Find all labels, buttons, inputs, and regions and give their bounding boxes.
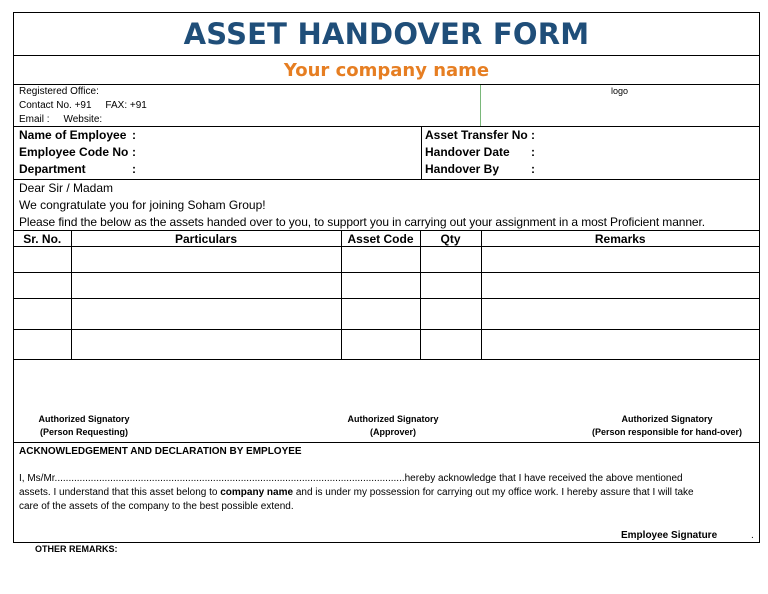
- other-remarks: OTHER REMARKS:: [35, 544, 118, 554]
- cell-remarks[interactable]: [481, 299, 759, 330]
- title-row: [14, 13, 759, 56]
- cell-particulars[interactable]: [71, 330, 341, 360]
- employee-name-colon: :: [132, 128, 136, 142]
- table-row: [14, 299, 759, 330]
- acknowledgement-section: [14, 443, 759, 543]
- cell-particulars[interactable]: [71, 299, 341, 330]
- cell-sr-no[interactable]: [14, 247, 71, 273]
- acknowledgement-line-1[interactable]: I, Ms/Mr..............................................................................................................................hereby acknowledge that I have received the above mentioned: [19, 473, 683, 484]
- cell-qty[interactable]: [420, 299, 481, 330]
- employee-name-label: Name of Employee: [19, 128, 127, 142]
- cell-remarks[interactable]: [481, 247, 759, 273]
- greeting: Dear Sir / Madam: [19, 181, 114, 195]
- handover-date-label: Handover Date: [425, 145, 510, 159]
- employee-code-colon: :: [132, 145, 136, 159]
- signatory-requesting[interactable]: [24, 413, 144, 439]
- cell-qty[interactable]: [420, 330, 481, 360]
- signatory-role: (Approver): [369, 427, 416, 437]
- company-name[interactable]: Your company name: [283, 59, 490, 81]
- employee-code-label: Employee Code No: [19, 145, 129, 159]
- cell-asset-code[interactable]: [341, 247, 420, 273]
- form-title: ASSET HANDOVER FORM: [183, 17, 590, 51]
- ack-line2-post: and is under my possession for carrying out my office work. I hereby assure that I will take: [293, 487, 694, 498]
- header-asset-code: Asset Code: [341, 231, 420, 247]
- ack-line2-pre: assets. I understand that this asset belong to: [19, 487, 221, 498]
- company-row: [14, 56, 759, 85]
- acknowledgement-heading: ACKNOWLEDGEMENT AND DECLARATION BY EMPLOYEE: [19, 446, 302, 457]
- signatory-role: (Person Requesting): [39, 427, 128, 437]
- logo-placeholder: logo: [611, 86, 629, 96]
- header-particulars: Particulars: [71, 231, 341, 247]
- registered-office: Registered Office:: [19, 86, 99, 97]
- intro-body: Please find the below as the assets handed over to you, to support you in carrying out your assignment in a most Proficient manner.: [19, 215, 705, 229]
- assets-table: [14, 231, 759, 360]
- signatory-title: Authorized Signatory: [621, 414, 713, 424]
- asset-transfer-colon: :: [531, 128, 535, 142]
- cell-sr-no[interactable]: [14, 273, 71, 299]
- signatory-title: Authorized Signatory: [347, 414, 439, 424]
- employee-details: [14, 127, 759, 180]
- office-divider: [480, 85, 481, 126]
- table-row: [14, 247, 759, 273]
- table-header-row: [14, 231, 759, 247]
- cell-qty[interactable]: [420, 273, 481, 299]
- congratulation: We congratulate you for joining Soham Group!: [19, 198, 266, 212]
- signatures-section: [14, 361, 759, 443]
- employee-divider: [421, 127, 422, 179]
- form-frame: [13, 12, 760, 543]
- email-website[interactable]: Email : Website:: [19, 114, 103, 125]
- department-colon: :: [132, 162, 136, 176]
- department-label: Department: [19, 162, 86, 176]
- acknowledgement-line-2: [19, 486, 694, 500]
- employee-signature[interactable]: Employee Signature: [621, 530, 718, 541]
- header-remarks: Remarks: [481, 231, 759, 247]
- cell-particulars[interactable]: [71, 247, 341, 273]
- acknowledgement-line-3: care of the assets of the company to the best possible extend.: [19, 501, 294, 512]
- cell-remarks[interactable]: [481, 273, 759, 299]
- intro-text: [14, 180, 759, 231]
- contact-fax[interactable]: Contact No. +91 FAX: +91: [19, 100, 147, 111]
- table-row: [14, 330, 759, 360]
- cell-remarks[interactable]: [481, 330, 759, 360]
- cell-sr-no[interactable]: [14, 330, 71, 360]
- handover-by-label: Handover By: [425, 162, 500, 176]
- table-row: [14, 273, 759, 299]
- signature-dot: .: [751, 530, 754, 541]
- cell-asset-code[interactable]: [341, 330, 420, 360]
- office-info: [14, 85, 759, 127]
- signatory-title: Authorized Signatory: [38, 414, 130, 424]
- handover-date-colon: :: [531, 145, 535, 159]
- cell-particulars[interactable]: [71, 273, 341, 299]
- header-qty: Qty: [420, 231, 481, 247]
- cell-qty[interactable]: [420, 247, 481, 273]
- signatory-role: (Person responsible for hand-over): [591, 427, 743, 437]
- cell-asset-code[interactable]: [341, 299, 420, 330]
- cell-asset-code[interactable]: [341, 273, 420, 299]
- cell-sr-no[interactable]: [14, 299, 71, 330]
- header-sr-no: Sr. No.: [14, 231, 71, 247]
- ack-company-name: company name: [220, 487, 294, 498]
- signatory-handover[interactable]: [577, 413, 757, 439]
- asset-transfer-label: Asset Transfer No: [425, 128, 528, 142]
- handover-by-colon: :: [531, 162, 535, 176]
- signatory-approver[interactable]: [333, 413, 453, 439]
